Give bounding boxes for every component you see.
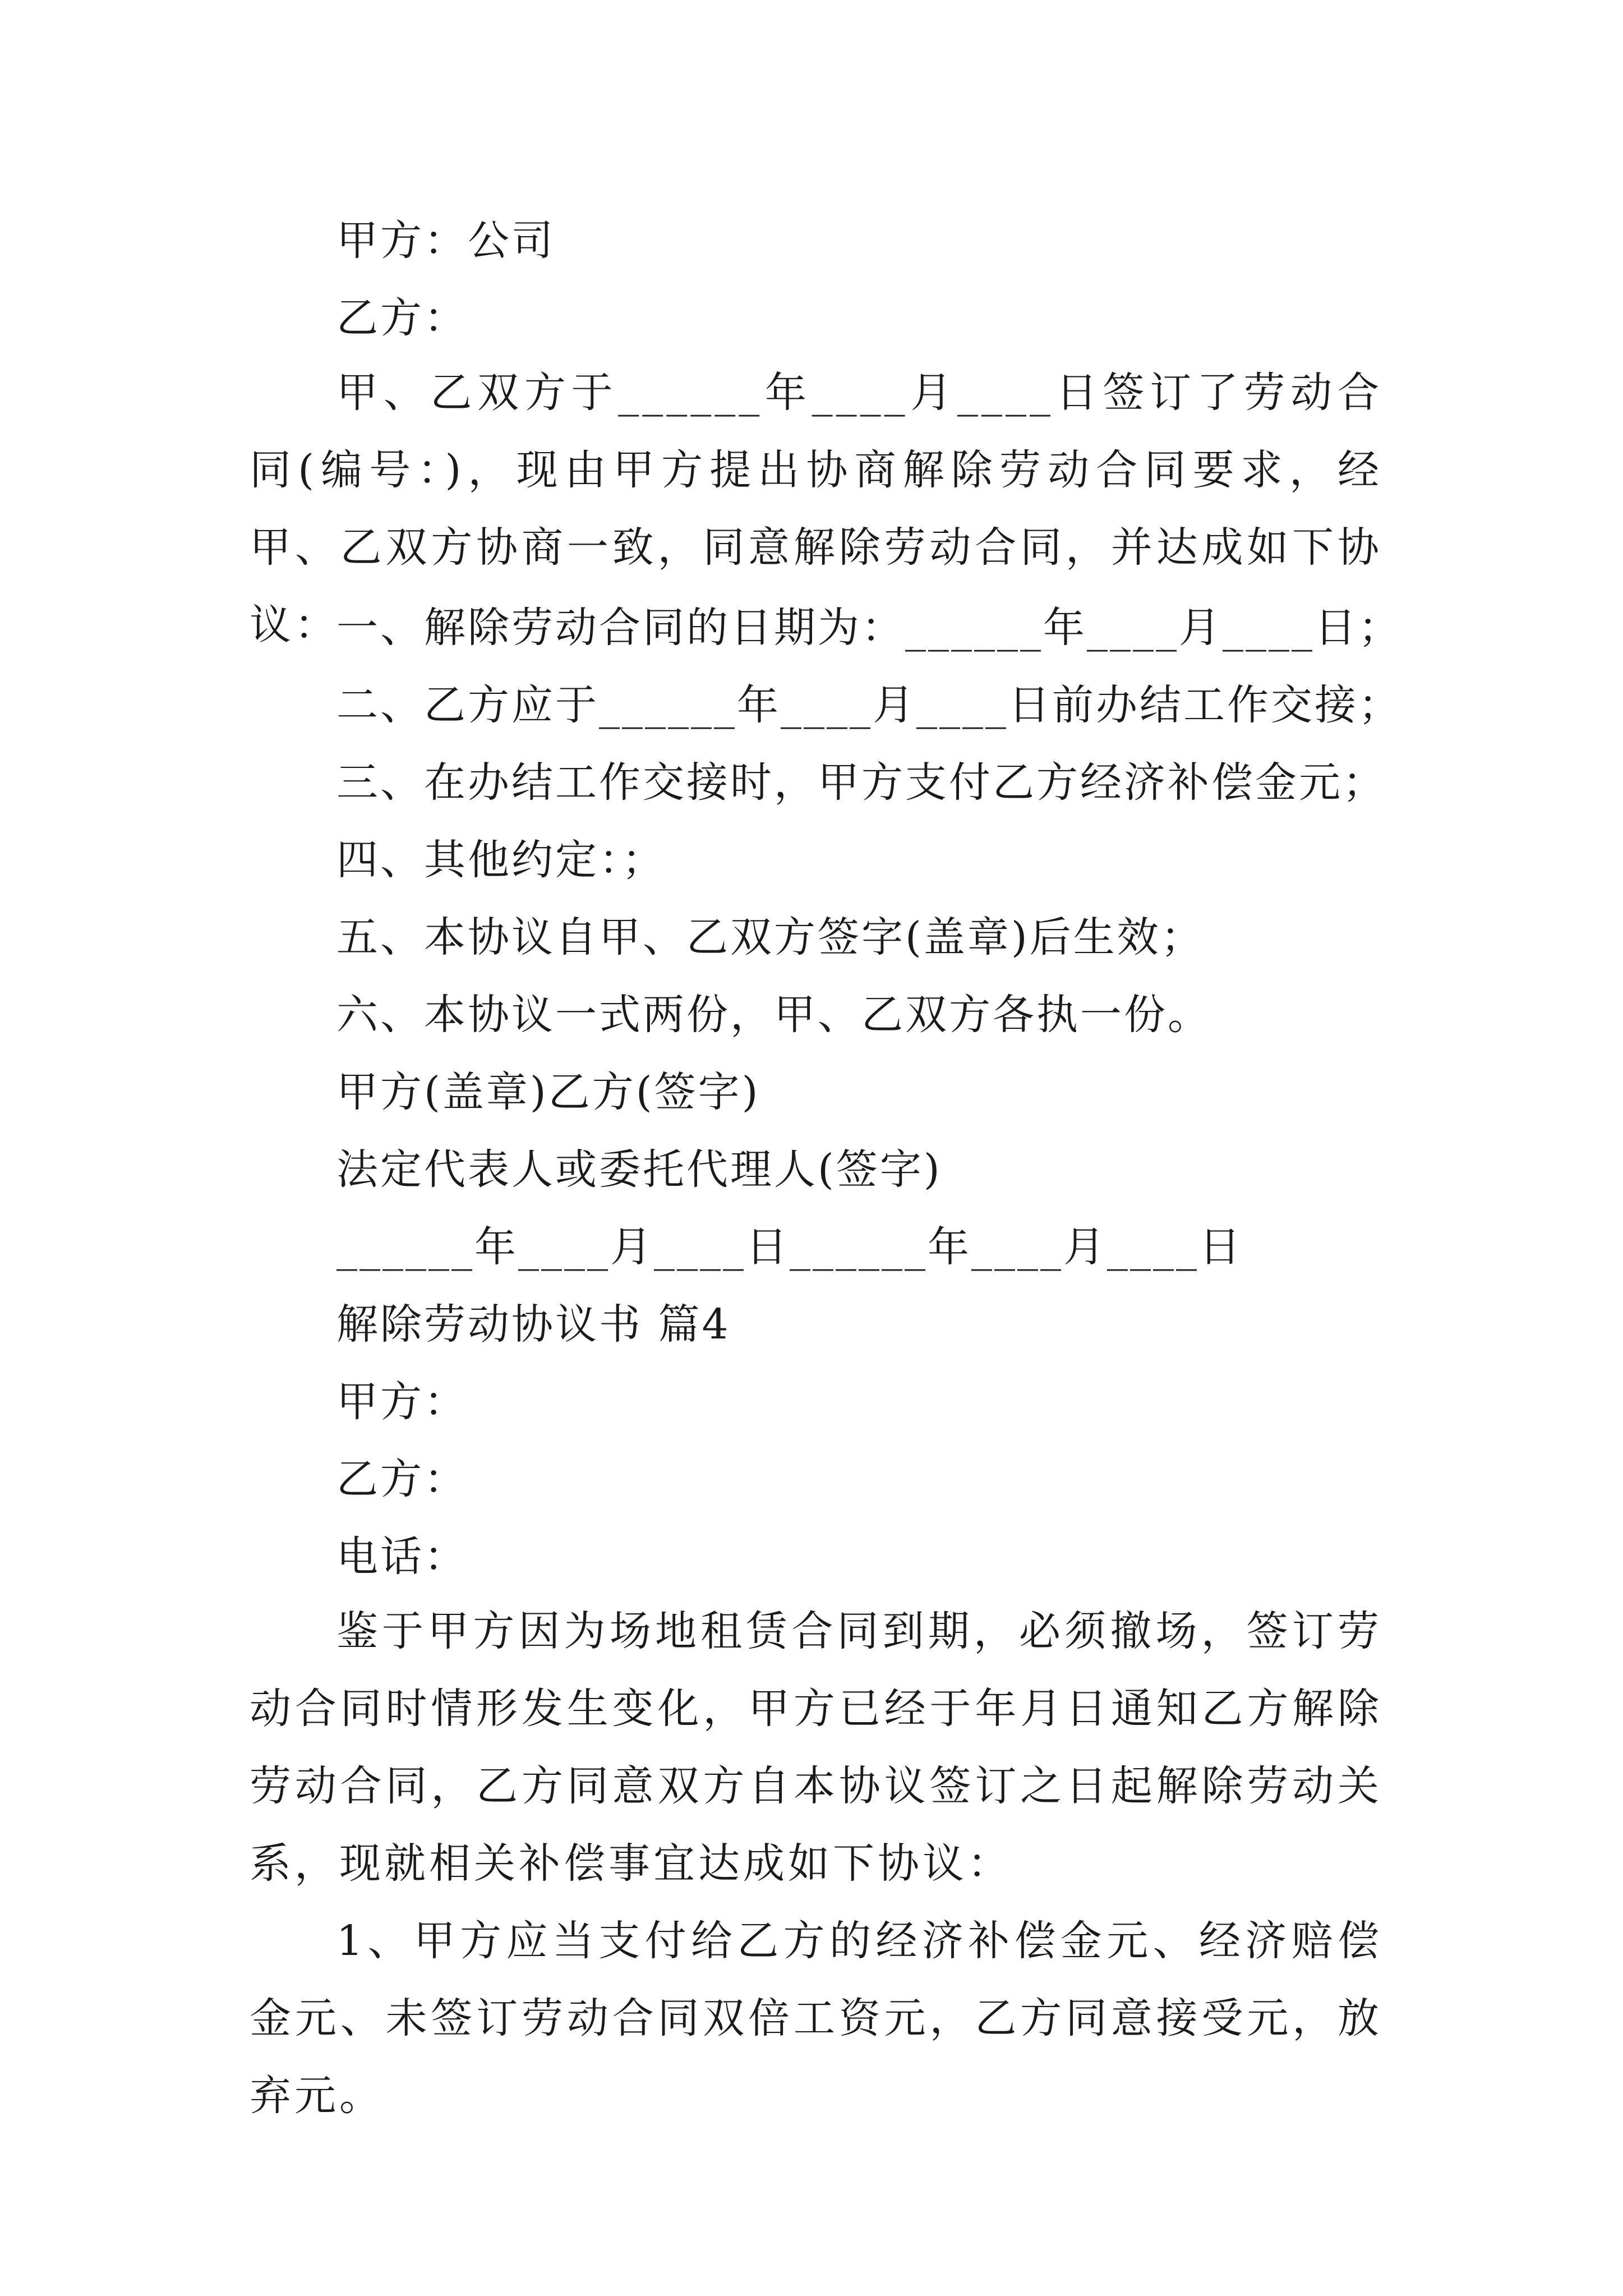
phone-field: 电话： <box>336 1533 468 1581</box>
party-b-line: 乙方： <box>336 294 468 342</box>
clause-6: 六、本协议一式两份，甲、乙双方各执一份。 <box>336 991 1211 1039</box>
clause-2: 二、乙方应于______年____月____日前办结工作交接； <box>336 681 1402 729</box>
clause-3: 三、在办结工作交接时，甲方支付乙方经济补偿金元； <box>336 758 1386 807</box>
clause-5: 五、本协议自甲、乙双方签字(盖章)后生效； <box>336 913 1205 961</box>
clause-4: 四、其他约定：； <box>336 836 666 884</box>
intro-paragraph: 甲、乙双方于______年____月____日签订了劳动合同(编号：)，现由甲方提出协商解除劳动合同要求，经甲、乙双方协商一致，同意解除劳动合同，并达成如下协议： <box>250 369 1382 649</box>
party-a-line: 甲方：公司 <box>336 217 555 265</box>
date-line: ______年____月____日______年____月____日 <box>336 1223 1243 1271</box>
party-a-field: 甲方： <box>336 1378 468 1426</box>
section-heading: 解除劳动协议书 篇4 <box>336 1300 731 1349</box>
clause-1: 一、解除劳动合同的日期为：______年____月____日； <box>336 604 1402 652</box>
background-paragraph: 鉴于甲方因为场地租赁合同到期，必须撤场，签订劳动合同时情形发生变化，甲方已经于年月日通知乙方解除劳动合同，乙方同意双方自本协议签订之日起解除劳动关系，现就相关补偿事宜达成如下协议： <box>250 1607 1382 1888</box>
signature-line: 甲方(盖章)乙方(签字) <box>336 1068 760 1116</box>
party-b-field: 乙方： <box>336 1455 468 1503</box>
representative-line: 法定代表人或委托代理人(签字) <box>336 1145 942 1194</box>
compensation-clause: 1、甲方应当支付给乙方的经济补偿金元、经济赔偿金元、未签订劳动合同双倍工资元，乙方同意接受元，放弃元。 <box>250 1917 1382 2120</box>
